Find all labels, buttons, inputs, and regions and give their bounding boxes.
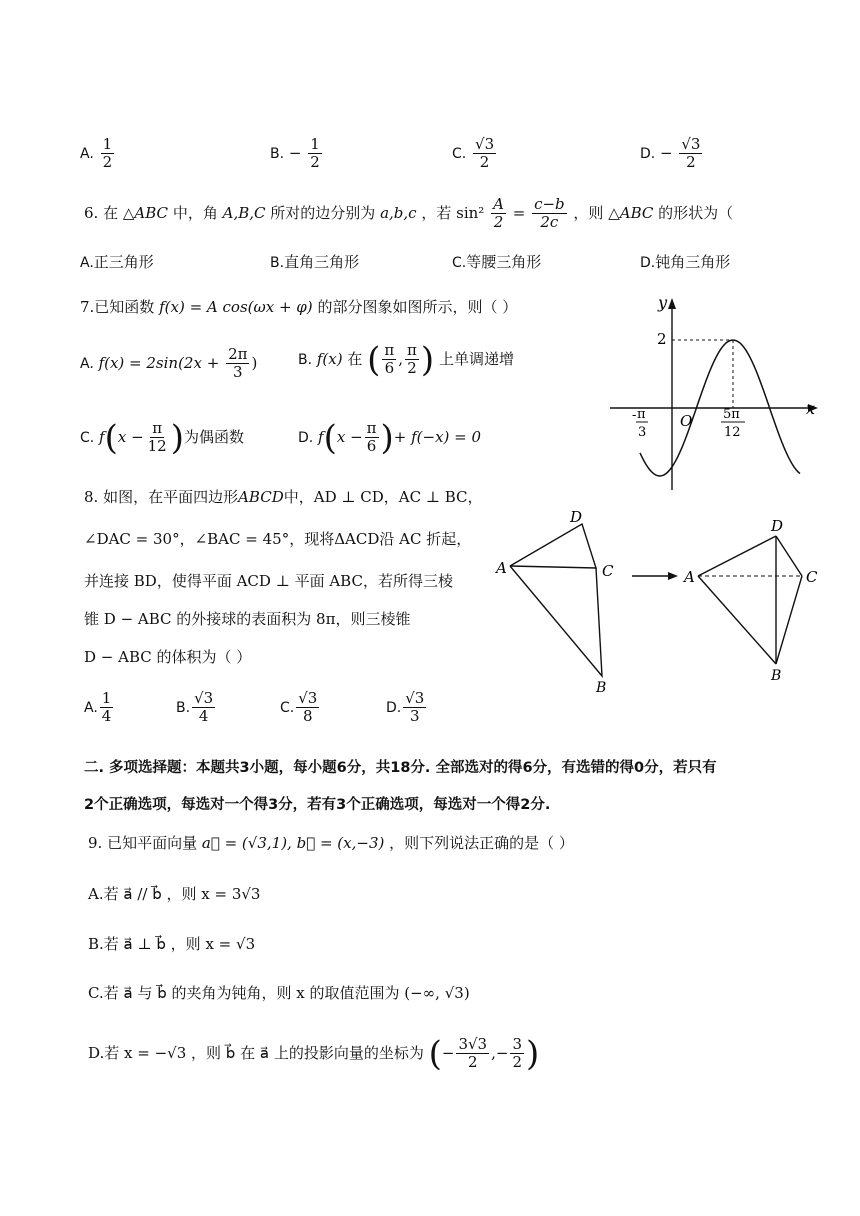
q8-line-2: ∠DAC = 30°，∠BAC = 45°，现将ΔACD沿 AC 折起， (84, 530, 472, 548)
q5-option-d-fraction: $\frac{√3}{2}$ (681, 135, 701, 172)
q5-option-a: A. $\frac{1}{2}$ (80, 135, 113, 172)
edge-ab (698, 576, 776, 664)
y-axis-label: y (658, 293, 668, 312)
q6-fraction-c: $\frac{c-b}{2c}$ (534, 195, 565, 232)
flat-triangle-abc (510, 566, 602, 676)
q5-option-b: B. − $\frac{1}{2}$ (270, 135, 320, 172)
folded-label-c: C (806, 568, 818, 586)
neg-tick-sign: - (632, 408, 637, 423)
folded-label-a: A (684, 568, 695, 586)
q8-line-1: 8. 如图，在平面四边形ABCD中，AD ⊥ CD，AC ⊥ BC， (84, 488, 483, 506)
q9-stem: 9. 已知平面向量 a⃗ = (√3,1), b⃗ = (x,−3) ，则下列说法正确的是（ ） (88, 834, 574, 852)
q8-folding-figure (490, 506, 830, 696)
q7-option-d: D. f(x − $\frac{\pi}{6}$ )+ f(−x) = 0 (298, 417, 482, 458)
flat-label-c: C (602, 562, 614, 580)
flat-label-d: D (570, 508, 583, 526)
q8-option-b: B. $\frac{√3}{4}$ (176, 689, 214, 726)
section-2-instructions-line-2: 2个正确选项，每选对一个得3分，若有3个正确选项，每选对一个得2分. (84, 797, 551, 813)
pos-tick-numerator: 5π (723, 407, 740, 422)
origin-label: O (680, 412, 693, 430)
fold-arrow-icon (668, 572, 678, 580)
max-value-label: 2 (657, 330, 667, 348)
q5-option-c-fraction: $\frac{√3}{2}$ (475, 135, 495, 172)
flat-label-b: B (596, 680, 607, 696)
q8-option-c: C. $\frac{√3}{8}$ (280, 689, 318, 726)
q6-option-a: A.正三角形 (80, 253, 154, 271)
q8-line-3: 并连接 BD，使得平面 ACD ⊥ 平面 ABC，若所得三棱 (84, 572, 453, 590)
q5-option-a-fraction: $\frac{1}{2}$ (102, 135, 113, 172)
q7-option-a-fraction: $\frac{2\pi}{3}$ (228, 345, 248, 382)
q7-option-c: C. f(x − $\frac{\pi}{12}$ )为偶函数 (80, 417, 245, 458)
folded-label-d: D (771, 517, 784, 535)
x-axis-label: x (806, 399, 816, 418)
folded-label-b: B (771, 668, 782, 684)
pos-tick-denominator: 12 (724, 425, 741, 440)
q5-option-b-fraction: $\frac{1}{2}$ (310, 135, 320, 172)
edge-ad (698, 536, 776, 576)
q9-option-a: A.若 a⃗ // b⃗ ，则 x = 3√3 (88, 885, 261, 903)
flat-label-a: A (496, 559, 507, 577)
q6-option-c: C.等腰三角形 (452, 253, 542, 271)
q8-line-4: 锥 D − ABC 的外接球的表面积为 8π，则三棱锥 (84, 610, 411, 628)
y-axis-arrow-icon (668, 298, 676, 309)
q6-fraction-a: $\frac{A}{2}$ (493, 195, 504, 232)
q7-stem: 7.已知函数 f(x) = A cos(ωx + φ) 的部分图象如图所示，则（ ） (80, 298, 518, 316)
q6-option-d: D.钝角三角形 (640, 253, 731, 271)
q5-option-c: C. $\frac{√3}{2}$ (452, 135, 495, 172)
q9-option-d: D.若 x = −√3 ，则 b⃗ 在 a⃗ 上的投影向量的坐标为 (− $\frac{3√3}{2}$ ,− $\frac{3}{2}$ ) (88, 1033, 540, 1074)
q8-option-d: D. $\frac{√3}{3}$ (386, 689, 425, 726)
q7-option-b: B. f(x) 在 ( $\frac{\pi}{6}$ , $\frac{\pi}{2}$ ) 上单调递增 (298, 339, 514, 380)
flat-triangle-acd (510, 524, 596, 568)
q7-function-graph (600, 290, 830, 500)
neg-tick-denominator: 3 (638, 425, 647, 440)
q8-option-a: A. $\frac{1}{4}$ (84, 689, 112, 726)
edge-cb (776, 576, 802, 664)
neg-tick-numerator: π (637, 407, 646, 422)
q5-option-d: D. − $\frac{√3}{2}$ (640, 135, 701, 172)
section-2-instructions-line-1: 二. 多项选择题：本题共3小题，每小题6分，共18分. 全部选对的得6分，有选错的得0分，若只有 (84, 760, 717, 776)
edge-dc (776, 536, 802, 576)
q6-option-b: B.直角三角形 (270, 253, 360, 271)
q9-option-c: C.若 a⃗ 与 b⃗ 的夹角为钝角，则 x 的取值范围为 (−∞, √3) (88, 984, 470, 1002)
q6-stem: 6. 在 △ABC 中，角 A,B,C 所对的边分别为 a,b,c ，若 sin² $\frac{A}{2}$ = $\frac{c-b}{2c}$ ，则 △ABC 的形状为（ (84, 195, 734, 232)
q9-option-b: B.若 a⃗ ⊥ b⃗ ，则 x = √3 (88, 935, 256, 953)
q8-line-5: D − ABC 的体积为（ ） (84, 648, 252, 666)
q7-option-a: A. f(x) = 2sin(2x + $\frac{2\pi}{3}$ ) (80, 345, 258, 382)
